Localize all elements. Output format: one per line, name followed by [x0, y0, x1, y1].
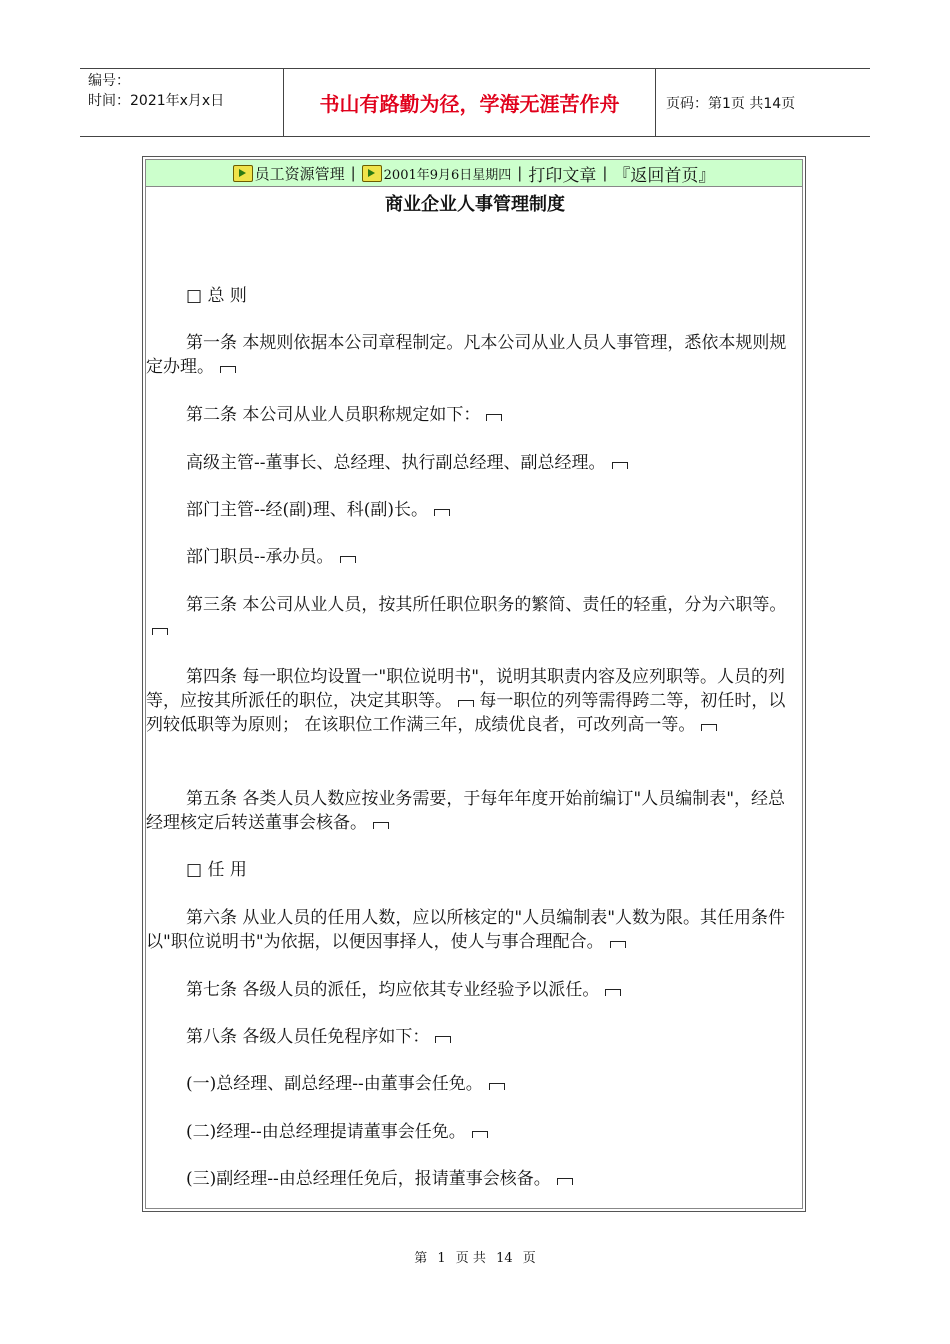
article-paragraph: 第五条 各类人员人数应按业务需要，于每年年度开始前编订"人员编制表"，经总经理核定后转送董事会核备。: [146, 789, 786, 833]
article-paragraph: 第六条 从业人员的任用人数，应以所核定的"人员编制表"人数为限。其任用条件以"职位说明书"为依据，以便因事择人，使人与事合理配合。: [146, 908, 786, 952]
return-mark-icon: [340, 556, 356, 563]
time-label: 时间：2021年x月x日: [88, 93, 225, 109]
return-mark-icon: [557, 1178, 573, 1185]
article-paragraph: 第四条 每一职位均设置一"职位说明书"，说明其职责内容及应列职等。人员的列等，应按其所派任的职位，决定其职等。 每一职位的列等需得跨二等，初任时，以列较低职等为原则； 在该职位工作满三年，成绩优良者，可改列高一等。: [146, 667, 786, 735]
footer-prefix: 第: [414, 1251, 428, 1266]
return-mark-icon: [220, 366, 236, 373]
article-paragraph: 第二条 本公司从业人员职称规定如下：: [146, 403, 790, 427]
article-paragraph: (三)副经理--由总经理任免后，报请董事会核备。: [146, 1167, 790, 1191]
article-nav-bar: [146, 160, 802, 187]
article-paragraph: 第三条 本公司从业人员，按其所任职位职务的繁简、责任的轻重，分为六职等。: [146, 593, 790, 641]
section-heading: □ 任 用: [186, 860, 247, 880]
return-mark-icon: [701, 724, 717, 731]
article-paragraph: 高级主管--董事长、总经理、执行副总经理、副总经理。: [146, 451, 790, 475]
header-page-info: 页码：第1页 共14页: [666, 95, 796, 112]
article-paragraph: 第七条 各级人员的派任，均应依其专业经验予以派任。: [146, 978, 790, 1002]
number-label: 编号：: [88, 73, 130, 89]
return-mark-icon: [373, 822, 389, 829]
section-heading: □ 总 则: [186, 286, 247, 306]
document-header: [80, 68, 870, 137]
article-paragraph: 部门职员--承办员。: [146, 545, 790, 569]
article-paragraph: (二)经理--由总经理提请董事会任免。: [146, 1120, 790, 1144]
footer-mid: 页 共: [455, 1251, 486, 1266]
print-article-link[interactable]: 打印文章: [528, 165, 597, 186]
nav-separator: |: [602, 164, 608, 182]
return-mark-icon: [152, 628, 168, 635]
header-meta: [80, 69, 283, 136]
nav-separator: |: [517, 164, 523, 182]
nav-category-link[interactable]: 员工资源管理: [254, 164, 345, 183]
article-title: 商业企业人事管理制度: [385, 194, 565, 215]
document-icon: [233, 165, 253, 182]
return-mark-icon: [486, 414, 502, 421]
document-icon: [362, 165, 382, 182]
return-mark-icon: [612, 462, 628, 469]
return-mark-icon: [434, 509, 450, 516]
footer-suffix: 页: [522, 1251, 536, 1266]
footer-page-number: 1: [437, 1251, 446, 1266]
return-mark-icon: [489, 1083, 505, 1090]
article-paragraph: 部门主管--经(副)理、科(副)长。: [146, 498, 790, 522]
return-mark-icon: [605, 989, 621, 996]
footer-total-pages: 14: [496, 1251, 513, 1266]
nav-date: 2001年9月6日星期四: [383, 167, 512, 183]
return-home-link[interactable]: 『返回首页』: [613, 165, 716, 186]
article-paragraph: 第八条 各级人员任免程序如下：: [146, 1025, 790, 1049]
return-mark-icon: [610, 941, 626, 948]
return-mark-icon: [472, 1131, 488, 1138]
return-mark-icon: [458, 700, 474, 707]
article-paragraph: (一)总经理、副总经理--由董事会任免。: [146, 1072, 790, 1096]
return-mark-icon: [435, 1036, 451, 1043]
article-paragraph: 第一条 本规则依据本公司章程制定。凡本公司从业人员人事管理，悉依本规则规定办理。: [146, 333, 787, 377]
page-footer: [0, 1247, 950, 1266]
header-motto: 书山有路勤为径，学海无涯苦作舟: [283, 69, 656, 136]
nav-separator: |: [350, 164, 356, 182]
